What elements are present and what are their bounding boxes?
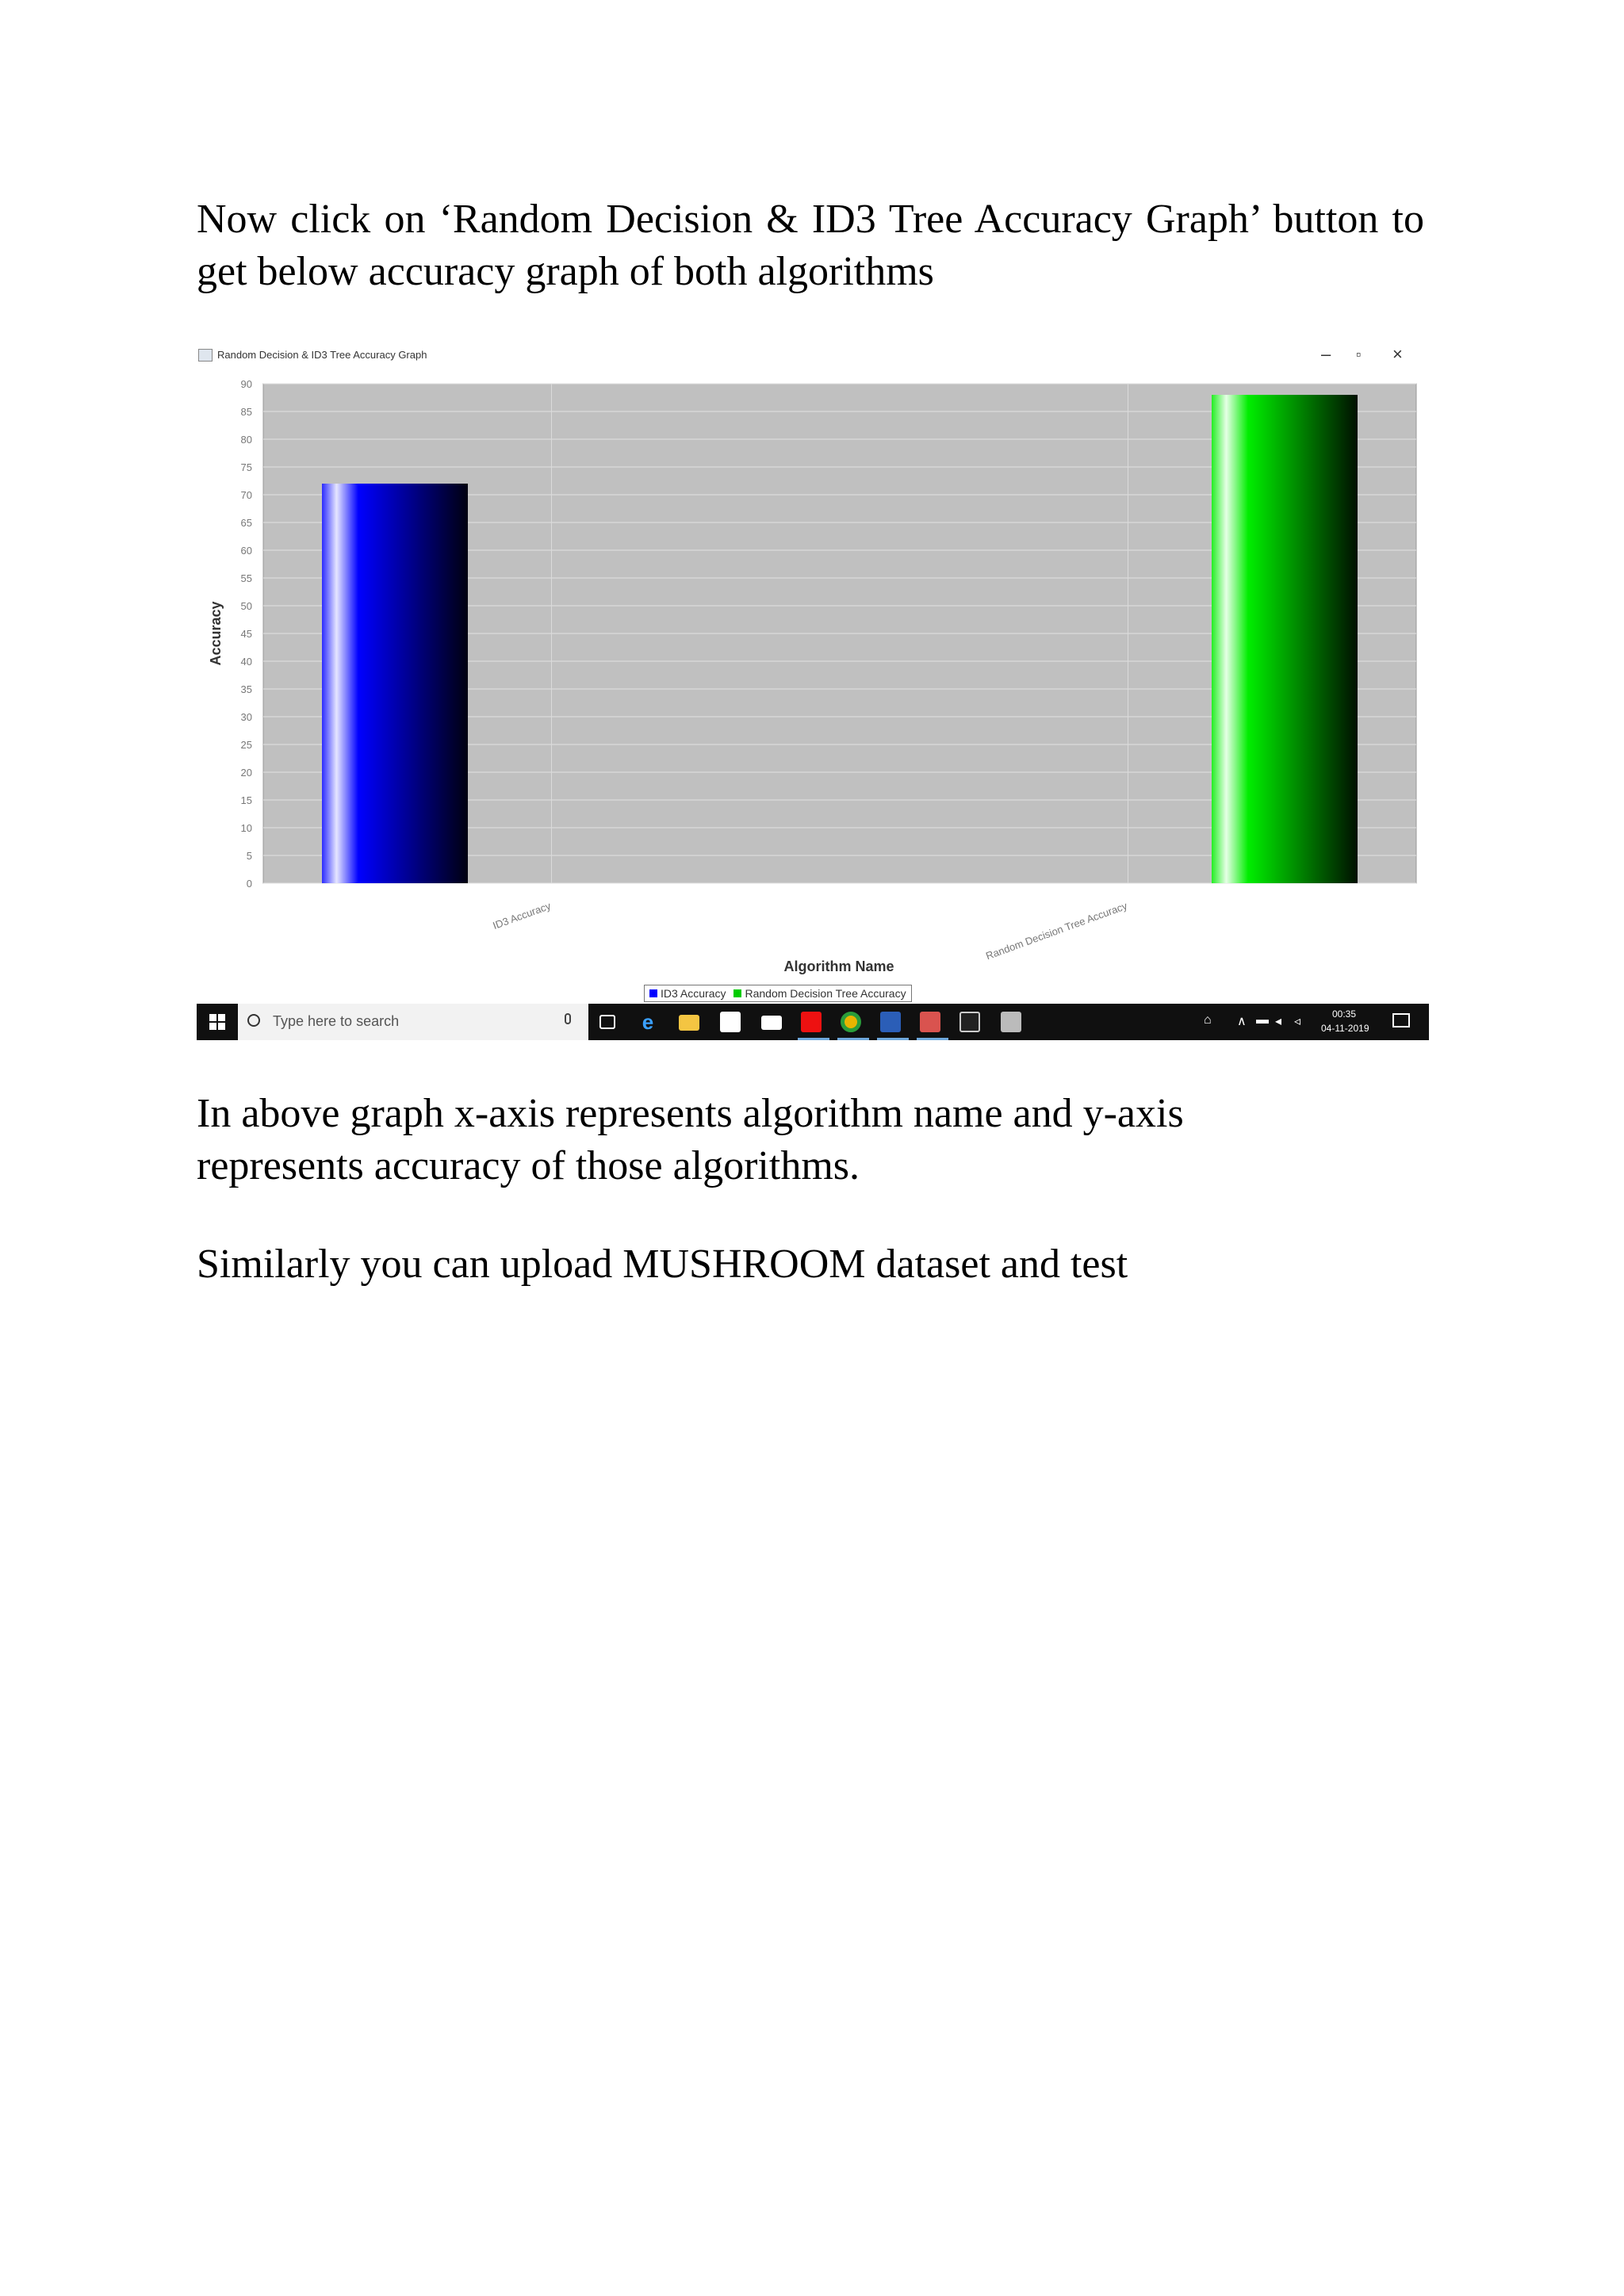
notification-icon[interactable] [1392, 1013, 1410, 1027]
word-icon[interactable] [880, 1012, 901, 1032]
graph-window-screenshot [197, 341, 1429, 1040]
search-icon [247, 1014, 260, 1027]
clock-date[interactable]: 04-11-2019 [1321, 1023, 1369, 1034]
y-tick-label: 30 [240, 711, 252, 723]
minimize-button[interactable]: – [1321, 344, 1331, 364]
clock-time[interactable]: 00:35 [1332, 1008, 1357, 1020]
x-tick-label: ID3 Accuracy [491, 899, 553, 932]
y-tick-label: 90 [240, 378, 252, 390]
people-icon[interactable]: ⌂ [1204, 1013, 1212, 1027]
y-tick-label: 40 [240, 656, 252, 668]
active-app-indicator [917, 1038, 948, 1040]
start-button[interactable] [197, 1004, 238, 1040]
maximize-button[interactable]: ▫ [1356, 346, 1362, 362]
y-tick-label: 0 [246, 878, 252, 890]
bar [322, 484, 468, 883]
y-tick-label: 75 [240, 461, 252, 473]
y-tick-label: 55 [240, 572, 252, 584]
window-titlebar[interactable] [197, 341, 1429, 373]
windows-logo-icon [209, 1014, 225, 1030]
microphone-icon[interactable] [565, 1013, 571, 1024]
y-tick-label: 5 [246, 850, 252, 862]
store-icon[interactable] [720, 1012, 741, 1032]
active-app-indicator [798, 1038, 829, 1040]
cmd-icon[interactable] [959, 1012, 980, 1032]
y-tick-label: 85 [240, 406, 252, 418]
y-tick-label: 70 [240, 489, 252, 501]
y-tick-label: 80 [240, 434, 252, 446]
y-tick-label: 65 [240, 517, 252, 529]
y-tick-label: 50 [240, 600, 252, 612]
speaker-icon[interactable]: ◂ [1275, 1015, 1282, 1028]
legend-swatch [649, 989, 657, 997]
active-app-indicator [877, 1038, 909, 1040]
x-tick-label: Random Decision Tree Accuracy [984, 899, 1129, 962]
edge-icon[interactable]: e [642, 1009, 654, 1034]
instruction-paragraph: Now click on ‘Random Decision & ID3 Tree Accuracy Graph’ button to get below accuracy graph of both algorithms [197, 197, 1424, 294]
x-axis-label: Algorithm Name [783, 959, 894, 974]
search-placeholder: Type here to search [273, 1013, 400, 1029]
y-tick-label: 35 [240, 683, 252, 695]
legend-label: Random Decision Tree Accuracy [745, 987, 906, 1000]
task-view-icon[interactable] [599, 1015, 615, 1029]
taskbar-search-box[interactable] [238, 1004, 588, 1040]
bar [1212, 395, 1358, 883]
acrobat-icon[interactable] [801, 1012, 822, 1032]
legend-item [733, 987, 906, 1000]
closing-paragraph: Similarly you can upload MUSHROOM dataset and test [197, 1242, 1128, 1287]
chrome-icon[interactable] [841, 1012, 861, 1032]
y-tick-label: 20 [240, 767, 252, 779]
network-icon[interactable]: ▬ [1256, 1013, 1269, 1027]
windows-taskbar [197, 1004, 1429, 1040]
y-tick-label: 25 [240, 739, 252, 751]
y-tick-label: 10 [240, 822, 252, 834]
mail-icon[interactable] [761, 1016, 782, 1030]
language-icon[interactable]: ◃ [1294, 1015, 1301, 1028]
y-tick-label: 60 [240, 545, 252, 557]
file-explorer-icon[interactable] [679, 1015, 699, 1031]
y-tick-label: 15 [240, 794, 252, 806]
legend-item [649, 987, 726, 1000]
java-icon[interactable] [1001, 1012, 1021, 1032]
window-title: Random Decision & ID3 Tree Accuracy Graph [217, 349, 427, 361]
explanation-paragraph: In above graph x-axis represents algorithm name and y-axis represents accuracy of those algorithms. [197, 1091, 1184, 1188]
chevron-up-icon[interactable]: ∧ [1237, 1015, 1247, 1028]
app-icon [198, 349, 213, 362]
active-app-indicator [837, 1038, 869, 1040]
paint-icon[interactable] [920, 1012, 940, 1032]
close-button[interactable]: × [1392, 344, 1403, 364]
legend-label: ID3 Accuracy [661, 987, 726, 1000]
chart-legend [644, 985, 912, 1002]
legend-swatch [733, 989, 741, 997]
accuracy-bar-chart [197, 373, 1429, 1004]
y-tick-label: 45 [240, 628, 252, 640]
y-axis-label: Accuracy [208, 601, 224, 666]
